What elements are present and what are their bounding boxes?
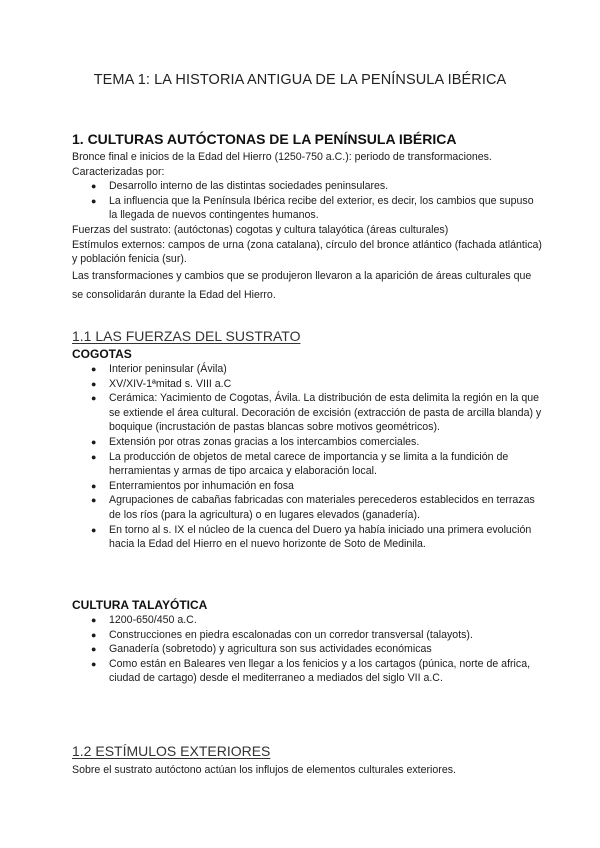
bullet-icon: ● bbox=[91, 629, 97, 640]
bullet-icon: ● bbox=[91, 181, 97, 192]
paragraph: Sobre el sustrato autóctono actúan los influjos de elementos culturales exteriores. bbox=[72, 764, 456, 776]
list-item: ● 1200-650/450 a.C. bbox=[91, 614, 197, 626]
document-title: TEMA 1: LA HISTORIA ANTIGUA DE LA PENÍNSULA IBÉRICA bbox=[93, 72, 507, 88]
bullet-list bbox=[72, 362, 542, 552]
list-item: ● Cerámica: Yacimiento de Cogotas, Ávila. La distribución de esta delimita la región en la que se extiende el área cultural. Decoración de excisión (extracción de pasta de arcilla blanda) y boquique (incrustación de pastas blancas sobre motivos geométricos). bbox=[91, 392, 542, 434]
list-item: ● Interior peninsular (Ávila) bbox=[91, 363, 227, 375]
list-item: ● XV/XIV-1ªmitad s. VIII a.C bbox=[91, 377, 232, 390]
paragraph: Fuerzas del sustrato: (autóctonas) cogotas y cultura talayótica (áreas culturales) bbox=[72, 223, 449, 236]
section-1-body bbox=[72, 150, 542, 305]
talayotica-heading: CULTURA TALAYÓTICA bbox=[72, 598, 208, 612]
paragraph: Las transformaciones y cambios que se produjeron llevaron a la aparición de áreas culturales que se consolidarán durante la Edad del Hierro. bbox=[72, 269, 532, 301]
section-1-1-heading: 1.1 LAS FUERZAS DEL SUSTRATO bbox=[72, 328, 301, 344]
bullet-list bbox=[72, 613, 542, 686]
bullet-list bbox=[72, 179, 542, 223]
cogotas-list-block bbox=[72, 362, 542, 552]
paragraph: Bronce final e inicios de la Edad del Hierro (1250-750 a.C.): periodo de transformaciones. bbox=[72, 151, 492, 163]
bullet-icon: ● bbox=[91, 451, 97, 462]
list-item: ● Como están en Baleares ven llegar a los fenicios y a los cartagos (púnica, norte de africa, ciudad de cartago) desde el mediterraneo a mediados del siglo VII a.C. bbox=[91, 657, 531, 685]
bullet-icon: ● bbox=[91, 195, 97, 206]
bullet-icon: ● bbox=[91, 495, 97, 506]
list-item: ● En torno al s. IX el núcleo de la cuenca del Duero ya había iniciado una primera evolución hacia la Edad del Hierro en el nuevo horizonte de Soto de Medinila. bbox=[91, 523, 532, 551]
bullet-icon: ● bbox=[91, 524, 97, 535]
bullet-icon: ● bbox=[91, 480, 97, 491]
list-item: ● Extensión por otras zonas gracias a los intercambios comerciales. bbox=[91, 435, 420, 448]
paragraph: Estímulos externos: campos de urna (zona catalana), círculo del bronce atlántico (fachada atlántica) y población fenicia (sur). bbox=[72, 238, 542, 266]
paragraph: Caracterizadas por: bbox=[72, 165, 165, 178]
list-item: ● Ganadería (sobretodo) y agricultura son sus actividades económicas bbox=[91, 643, 432, 656]
cogotas-heading: COGOTAS bbox=[72, 347, 132, 361]
list-item: ● La producción de objetos de metal carece de importancia y se limita a la fundición de herramientas y armas de tipo arcaica y elaboración local. bbox=[91, 450, 509, 478]
bullet-icon: ● bbox=[91, 658, 97, 669]
list-item: ● Agrupaciones de cabañas fabricadas con materiales perecederos establecidos en terrazas de los ríos (para la agricultura) o en lugares elevados (ganadería). bbox=[91, 494, 535, 521]
list-item: ● La influencia que la Península Ibérica recibe del exterior, es decir, los cambios que supuso la llegada de nuevos contingentes humanos. bbox=[91, 194, 534, 222]
bullet-icon: ● bbox=[91, 644, 97, 655]
bullet-icon: ● bbox=[91, 393, 97, 404]
talayotica-list-block bbox=[72, 613, 542, 686]
section-1-heading: 1. CULTURAS AUTÓCTONAS DE LA PENÍNSULA IBÉRICA bbox=[72, 131, 457, 147]
list-item: ● Desarrollo interno de las distintas sociedades peninsulares. bbox=[91, 180, 389, 193]
bullet-icon: ● bbox=[91, 436, 97, 447]
list-item: ● Construcciones en piedra escalonadas con un corredor transversal (talayots). bbox=[91, 628, 473, 641]
bullet-icon: ● bbox=[91, 378, 97, 389]
list-item: ● Enterramientos por inhumación en fosa bbox=[91, 479, 294, 492]
bullet-icon: ● bbox=[91, 364, 97, 374]
bullet-icon: ● bbox=[91, 615, 97, 625]
section-1-2-body bbox=[72, 763, 542, 778]
section-1-2-heading: 1.2 ESTÍMULOS EXTERIORES bbox=[72, 743, 271, 759]
